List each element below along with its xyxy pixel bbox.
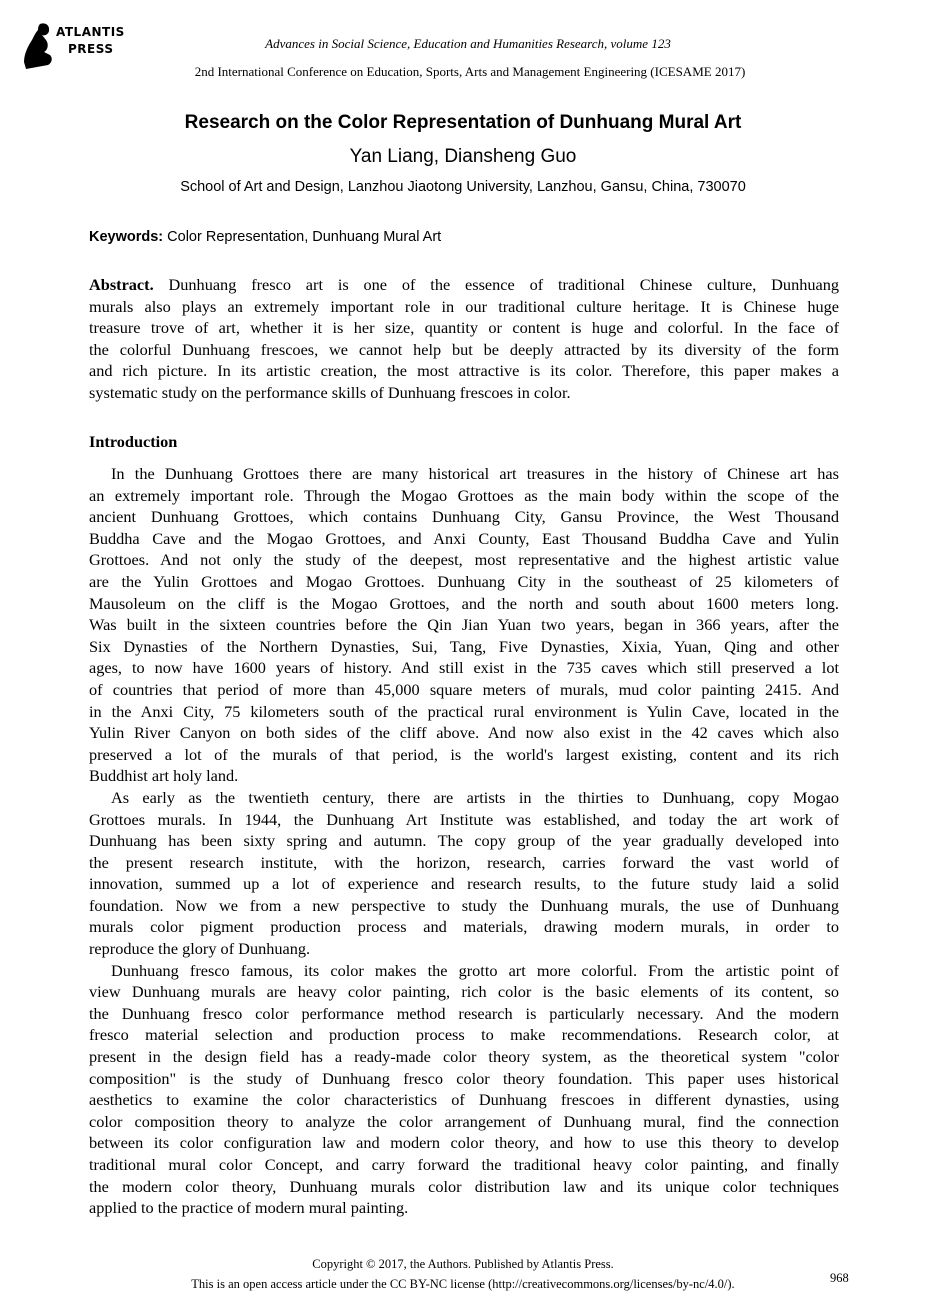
footer-copyright: Copyright © 2017, the Authors. Published by Atlantis Press. [312, 1257, 614, 1271]
text-line: between its color configuration law and modern color theory, and how to use this theory to develop [89, 1133, 839, 1153]
text-line: aesthetics to examine the color characteristics of Dunhuang frescoes in different dynasties, using [89, 1090, 839, 1110]
text-line: Grottoes. And not only the study of the deepest, most representative and the highest artistic value [89, 550, 839, 570]
abstract-line: murals also plays an extremely important role in our traditional culture heritage. It is Chinese huge [89, 296, 839, 316]
text-line: Grottoes murals. In 1944, the Dunhuang Art Institute was established, and today the art work of [89, 809, 839, 829]
introduction-body [89, 463, 839, 1219]
paragraph [89, 463, 839, 787]
text-line: traditional mural color Concept, and carry forward the traditional heavy color painting, and finally [89, 1155, 839, 1174]
text-line: reproduce the glory of Dunhuang. [89, 939, 311, 959]
keywords-value: Color Representation, Dunhuang Mural Art [167, 229, 442, 245]
text-line: innovation, summed up a lot of experience and research results, to the future study laid a solid [89, 874, 839, 894]
paper-authors: Yan Liang, Diansheng Guo [349, 146, 577, 167]
text-line: Yulin River Canyon on both sides of the cliff above. And now also exist in the 42 caves which also [89, 723, 839, 743]
abstract-text: Dunhuang fresco art is one of the essence of traditional Chinese culture, Dunhuang [168, 275, 840, 294]
abstract-label: Abstract. [89, 275, 154, 294]
series-title: Advances in Social Science, Education and Humanities Research, volume 123 [265, 36, 671, 51]
conference-title: 2nd International Conference on Education, Sports, Arts and Management Engineering (ICESAME 2017) [194, 64, 746, 79]
text-line: ages, to now have 1600 years of history. And still exist in the 735 caves which still preserved a lot [89, 658, 839, 678]
text-line: As early as the twentieth century, there are artists in the thirties to Dunhuang, copy Mogao [111, 787, 839, 807]
logo-line2: PRESS [68, 42, 114, 56]
text-line: the present research institute, with the horizon, research, carries forward the vast world of [89, 852, 839, 872]
abstract [89, 274, 839, 404]
page-number: 968 [830, 1271, 849, 1285]
text-line: color composition theory to analyze the color arrangement of Dunhuang mural, find the connection [89, 1111, 839, 1131]
section-heading-introduction: Introduction [89, 432, 178, 451]
abstract-line: systematic study on the performance skills of Dunhuang frescoes in color. [89, 382, 571, 402]
text-line: Was built in the sixteen countries before the Qin Jian Yuan two years, began in 366 years, after the [89, 615, 839, 635]
abstract-line: the colorful Dunhuang frescoes, we cannot help but be deeply attracted by its diversity of the form [89, 339, 839, 359]
text-line: ancient Dunhuang Grottoes, which contains Dunhuang City, Gansu Province, the West Thousand [89, 507, 839, 527]
text-line: fresco material selection and production process to make recommendations. Research color, at [89, 1025, 839, 1045]
text-line: Mausoleum on the cliff is the Mogao Grottoes, and the north and south about 1600 meters long. [89, 593, 839, 613]
text-line: composition" is the study of Dunhuang fresco color theory foundation. This paper uses historical [89, 1068, 839, 1088]
text-line: of countries that period of more than 45,000 square meters of murals, mud color painting 2415. And [89, 679, 839, 699]
text-line: Buddha Cave and the Mogao Grottoes, and Anxi County, East Thousand Buddha Cave and Yulin [89, 528, 839, 548]
text-line: foundation. Now we from a new perspective to study the Dunhuang murals, the use of Dunhuang [89, 895, 839, 915]
text-line: Dunhuang fresco famous, its color makes the grotto art more colorful. From the artistic point of [111, 960, 839, 980]
keywords-label: Keywords: [89, 229, 164, 245]
footer-license: This is an open access article under the CC BY-NC license (http://creativecommons.org/licenses/by-nc/4.0/). [191, 1277, 735, 1291]
text-line: an extremely important role. Through the Mogao Grottoes as the main body within the scope of the [89, 485, 839, 505]
abstract-line: treasure trove of art, whether it is her size, quantity or content is huge and colorful. In the face of [89, 318, 839, 338]
abstract-line [89, 274, 839, 296]
text-line: present in the design field has a ready-made color theory system, as the theoretical system "color [89, 1047, 839, 1067]
text-line: murals color pigment production process and materials, drawing modern murals, in order to [89, 917, 839, 937]
text-line: In the Dunhuang Grottoes there are many historical art treasures in the history of Chinese art has [111, 464, 839, 483]
paragraph [89, 960, 839, 1219]
text-line: applied to the practice of modern mural painting. [89, 1198, 409, 1218]
text-line: view Dunhuang murals are heavy color painting, rich color is the basic elements of its content, so [89, 982, 839, 1002]
abstract-line: and rich picture. In its artistic creation, the most attractive is its color. Therefore, this paper makes a [89, 361, 839, 381]
keywords [89, 229, 441, 245]
paragraph [89, 787, 839, 960]
paper-affiliation: School of Art and Design, Lanzhou Jiaotong University, Lanzhou, Gansu, China, 730070 [180, 179, 746, 195]
text-line: the Dunhuang fresco color performance method research is particularly necessary. And the modern [89, 1003, 839, 1023]
paper-title: Research on the Color Representation of Dunhuang Mural Art [184, 112, 742, 133]
text-line: are the Yulin Grottoes and Mogao Grottoes. Dunhuang City in the southeast of 25 kilometers of [89, 571, 839, 591]
logo-line1: ATLANTIS [56, 25, 125, 39]
text-line: Dunhuang has been sixty spring and autumn. The copy group of the year gradually developed into [89, 831, 839, 851]
text-line: preserved a lot of the murals of that period, is the world's largest existing, content and its rich [89, 744, 839, 764]
text-line: in the Anxi City, 75 kilometers south of the practical rural environment is Yulin Cave, located in the [89, 701, 839, 721]
text-line: Six Dynasties of the Northern Dynasties, Sui, Tang, Five Dynasties, Xixia, Yuan, Qing and other [89, 636, 839, 656]
text-line: the modern color theory, Dunhuang murals color distribution law and its unique color techniques [89, 1176, 839, 1196]
text-line: Buddhist art holy land. [89, 766, 239, 786]
